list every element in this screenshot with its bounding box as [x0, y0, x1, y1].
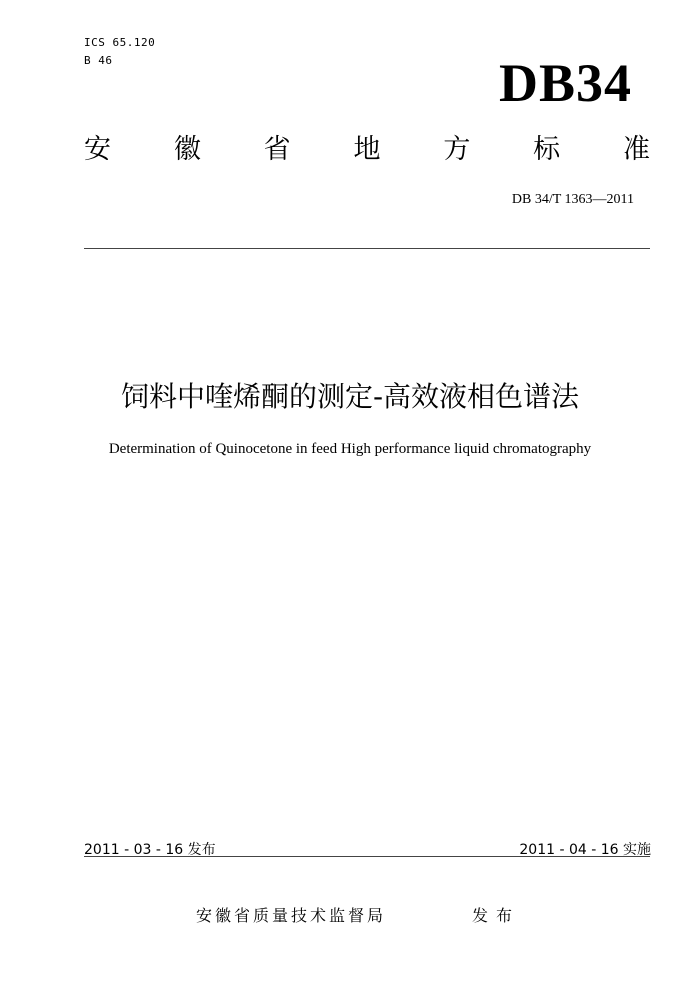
standard-type-char: 省: [263, 134, 291, 165]
standard-type-char: 标: [533, 134, 561, 165]
standard-type-heading: [84, 136, 650, 163]
document-title-english: Determination of Quinocetone in feed High performance liquid chromatography: [108, 441, 592, 457]
standard-type-char: 准: [622, 134, 650, 165]
header-divider: [84, 248, 650, 249]
classification-code: B 46: [84, 54, 113, 67]
standard-number: DB 34/T 1363—2011: [511, 192, 634, 207]
standard-type-char: 地: [353, 134, 381, 165]
standard-type-char: 徽: [173, 134, 201, 165]
standard-type-char: 方: [443, 134, 471, 165]
implementation-date: 2011 - 04 - 16 实施: [519, 842, 651, 858]
ics-code: ICS 65.120: [84, 36, 156, 49]
standard-type-char: 安: [84, 134, 111, 165]
db34-logo: DB34: [498, 53, 632, 113]
document-title-chinese: 饲料中喹烯酮的测定-高效液相色谱法: [120, 380, 580, 413]
issue-label: 发布: [472, 906, 521, 925]
footer-divider: [84, 856, 650, 857]
issue-date: 2011 - 03 - 16 发布: [84, 842, 216, 858]
issuing-authority: 安徽省质量技术监督局: [196, 906, 387, 925]
